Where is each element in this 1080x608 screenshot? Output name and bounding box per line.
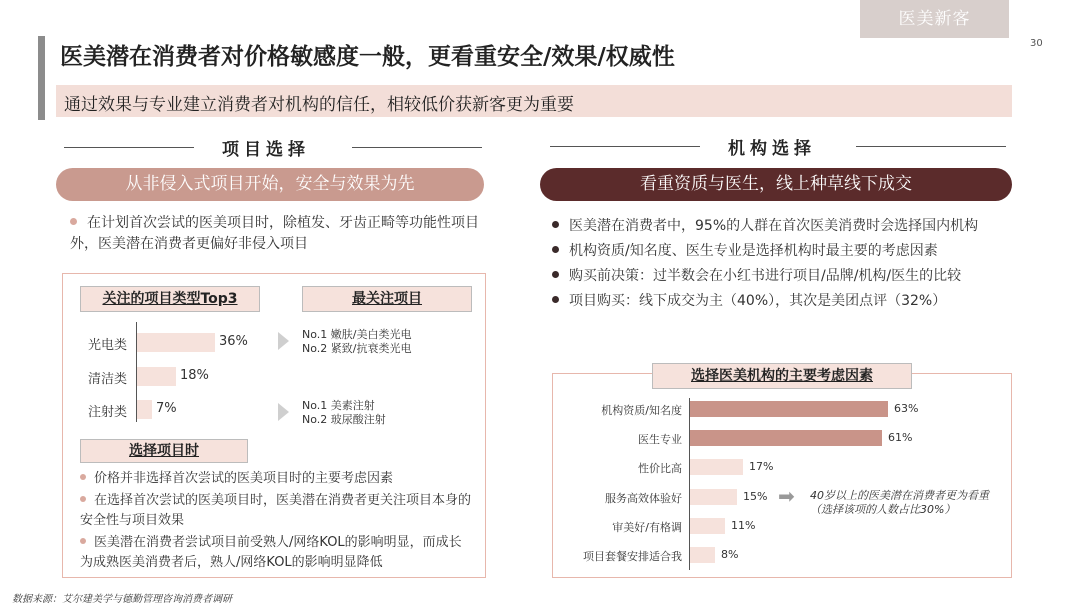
chart-axis (689, 398, 690, 570)
chart-value-label: 36% (219, 334, 248, 349)
chart-bar (690, 547, 715, 563)
chart-category-label: 机构资质/知名度 (601, 404, 682, 417)
focus-item-line: No.1 美素注射 (302, 399, 375, 412)
chart-bar (137, 367, 176, 386)
arrow-right-icon: ➡ (778, 484, 795, 508)
project-bullet (70, 213, 500, 255)
page-number: 30 (1030, 38, 1043, 49)
divider-line (550, 146, 700, 147)
chart-category-label: 注射类 (88, 405, 128, 420)
chart-value-label: 8% (721, 548, 739, 561)
page-title: 医美潜在消费者对价格敏感度一般，更看重安全/效果/权威性 (60, 44, 675, 70)
focus-item-guangdian (302, 328, 411, 356)
bullet-text: 在选择首次尝试的医美项目时，医美潜在消费者更关注项目本身的安全性与项目效果 (80, 493, 472, 528)
arrow-icon (278, 332, 289, 350)
bullet-text: 医美潜在消费者中，95%的人群在首次医美消费时会选择国内机构 (569, 218, 979, 234)
chart-category-label: 医生专业 (638, 433, 682, 446)
page-subtitle: 通过效果与专业建立消费者对机构的信任，相较低价获新客更为重要 (64, 95, 574, 115)
divider-line (64, 147, 194, 148)
bullet-dot (552, 221, 559, 228)
divider-line (352, 147, 482, 148)
age-note (810, 489, 1000, 517)
top3-label: 关注的项目类型Top3 (80, 286, 260, 312)
when-bullets (80, 469, 472, 573)
chart-category-label: 项目套餐安排适合我 (583, 550, 682, 563)
focus-item-line: No.1 嫩肤/美白类光电 (302, 328, 412, 341)
project-pill: 从非侵入式项目开始，安全与效果为先 (56, 168, 484, 201)
chart-bar (137, 400, 152, 419)
chart-value-label: 15% (743, 490, 768, 503)
institution-bullet (552, 266, 1012, 287)
when-bullet (80, 491, 472, 531)
institution-bullet (552, 291, 1012, 312)
chart-value-label: 17% (749, 460, 774, 473)
institution-bullet (552, 241, 1012, 262)
chart-category-label: 光电类 (88, 338, 128, 353)
bullet-dot (70, 218, 77, 225)
focus-item-injection (302, 399, 386, 427)
chart-value-label: 18% (180, 368, 209, 383)
data-source: 数据来源：艾尔建美学与德勤管理咨询消费者调研 (12, 594, 232, 605)
bullet-dot (80, 496, 86, 502)
bullet-dot (80, 474, 86, 480)
category-tag: 医美新客 (860, 0, 1009, 38)
note-line: （选择该项的人数占比30%） (810, 503, 956, 516)
institution-bullets (552, 216, 1012, 312)
bullet-dot (552, 296, 559, 303)
focus-label: 最关注项目 (302, 286, 472, 312)
chart-bar (690, 430, 882, 446)
section-title-project: 项目选择 (222, 140, 310, 160)
when-label: 选择项目时 (80, 439, 248, 463)
bullet-dot (552, 246, 559, 253)
when-bullet (80, 469, 472, 489)
note-line: 40岁以上的医美潜在消费者更为看重 (810, 489, 989, 502)
chart-bar (137, 333, 215, 352)
focus-item-line: No.2 紧致/抗衰类光电 (302, 342, 412, 355)
chart-category-label: 审美好/有格调 (612, 521, 682, 534)
institution-bullet (552, 216, 1012, 237)
bullet-text: 在计划首次尝试的医美项目时，除植发、牙齿正畸等功能性项目外，医美潜在消费者更偏好非侵入项目 (70, 215, 479, 252)
arrow-icon (278, 403, 289, 421)
chart-category-label: 性价比高 (638, 462, 682, 475)
chart-bar (690, 401, 888, 417)
bullet-text: 机构资质/知名度、医生专业是选择机构时最主要的考虑因素 (569, 243, 938, 259)
bullet-text: 购买前决策：过半数会在小红书进行项目/品牌/机构/医生的比较 (569, 268, 962, 284)
chart-title: 选择医美机构的主要考虑因素 (652, 363, 912, 389)
bullet-dot (80, 538, 86, 544)
bullet-text: 价格并非选择首次尝试的医美项目时的主要考虑因素 (94, 471, 394, 486)
section-title-institution: 机构选择 (728, 139, 816, 159)
title-accent-bar (38, 36, 45, 120)
when-bullet (80, 533, 472, 573)
chart-value-label: 61% (888, 431, 913, 444)
chart-value-label: 11% (731, 519, 756, 532)
bullet-dot (552, 271, 559, 278)
focus-item-line: No.2 玻尿酸注射 (302, 413, 386, 426)
divider-line (856, 146, 1006, 147)
bullet-text: 医美潜在消费者尝试项目前受熟人/网络KOL的影响明显，而成长为成熟医美消费者后，熟人/网络KOL的影响明显降低 (80, 535, 462, 570)
chart-value-label: 63% (894, 402, 919, 415)
bullet-text: 项目购买：线下成交为主（40%），其次是美团点评（32%） (569, 293, 947, 309)
chart-bar (690, 459, 743, 475)
chart-category-label: 清洁类 (88, 372, 128, 387)
chart-bar (690, 489, 737, 505)
institution-pill: 看重资质与医生，线上种草线下成交 (540, 168, 1012, 201)
chart-bar (690, 518, 725, 534)
chart-category-label: 服务高效体验好 (605, 492, 682, 505)
chart-value-label: 7% (156, 401, 177, 416)
